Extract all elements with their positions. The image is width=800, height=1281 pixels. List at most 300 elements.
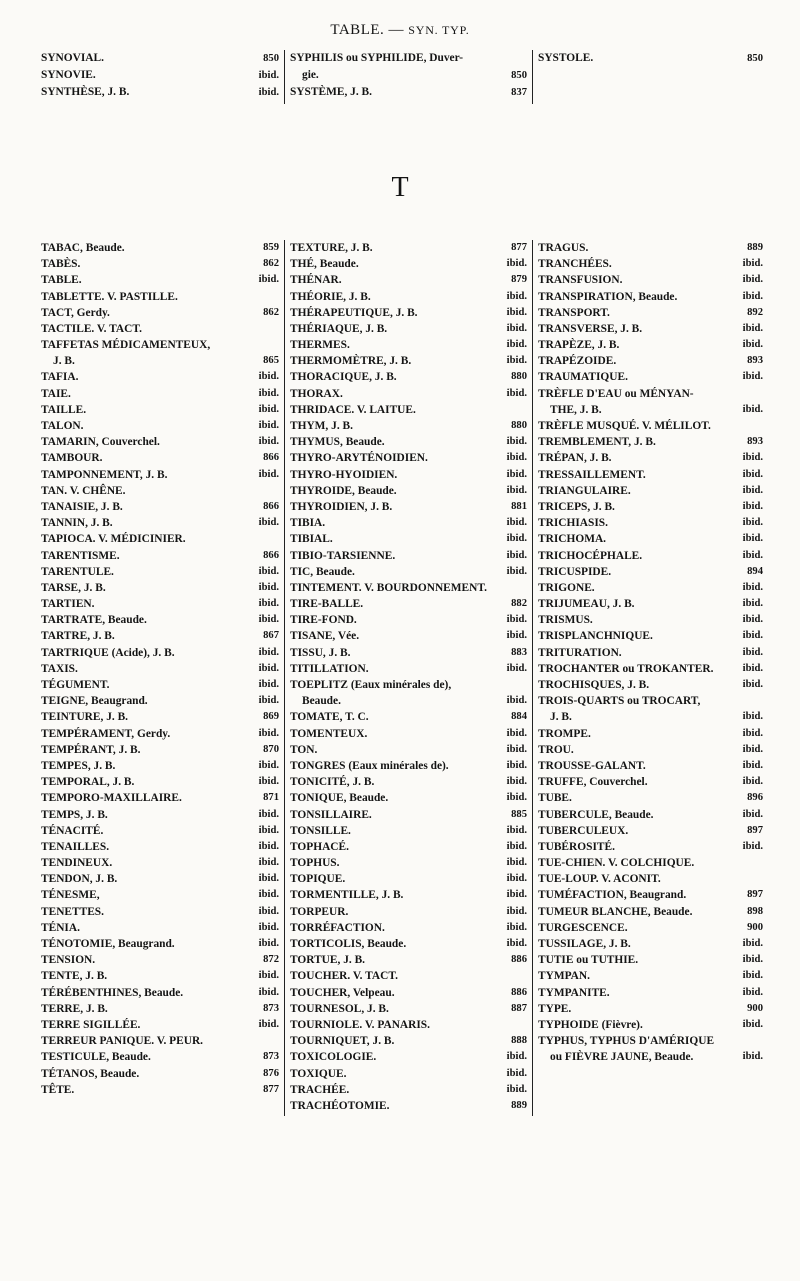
- entry-term: TÉNIA.: [41, 921, 80, 934]
- top-column-1: [36, 50, 284, 104]
- entry-page: ibid.: [506, 468, 527, 480]
- entry-term: THORACIQUE, J. B.: [290, 371, 397, 384]
- entry-term: TARENTISME.: [41, 549, 120, 562]
- entry-term: THÉRIAQUE, J. B.: [290, 322, 388, 335]
- entry-page: 896: [747, 792, 763, 804]
- entry-page: ibid.: [506, 306, 527, 318]
- entry-term: TRANCHÉES.: [538, 258, 612, 271]
- entry-page: 873: [263, 1002, 279, 1014]
- entry-page: ibid.: [506, 258, 527, 270]
- index-entry: [290, 467, 527, 483]
- index-entry: [290, 677, 527, 693]
- entry-page: ibid.: [742, 614, 763, 626]
- index-entry: [290, 50, 527, 67]
- entry-term: TRACHÉOTOMIE.: [290, 1099, 390, 1112]
- entry-term: ou FIÈVRE JAUNE, Beaude.: [550, 1051, 694, 1064]
- entry-term: TÉNESME,: [41, 889, 100, 902]
- entry-page: ibid.: [258, 776, 279, 788]
- index-entry: [41, 968, 279, 984]
- index-entry: [41, 272, 279, 288]
- entry-page: ibid.: [258, 759, 279, 771]
- entry-term: TUMEUR BLANCHE, Beaude.: [538, 905, 693, 918]
- index-entry: [538, 661, 763, 677]
- entry-term: TORTICOLIS, Beaude.: [290, 938, 407, 951]
- index-entry: [41, 936, 279, 952]
- main-column-3: [532, 240, 768, 1116]
- index-entry: [41, 289, 279, 305]
- index-entry: [538, 337, 763, 353]
- entry-term: TOURNESOL, J. B.: [290, 1002, 389, 1015]
- entry-page: ibid.: [506, 484, 527, 496]
- index-entry: [290, 418, 527, 434]
- entry-term: TÉNOTOMIE, Beaugrand.: [41, 938, 175, 951]
- entry-term: TAMPONNEMENT, J. B.: [41, 468, 168, 481]
- entry-term: TONSILLAIRE.: [290, 808, 372, 821]
- index-entry: [538, 888, 763, 904]
- entry-page: 888: [511, 1035, 527, 1047]
- entry-term: SYSTOLE.: [538, 52, 594, 64]
- entry-term: TYPE.: [538, 1002, 572, 1015]
- entry-page: 872: [263, 954, 279, 966]
- entry-page: ibid.: [258, 840, 279, 852]
- index-entry: [41, 839, 279, 855]
- entry-term: TAPIOCA. V. MÉDICINIER.: [41, 533, 186, 546]
- index-entry: [41, 1033, 279, 1049]
- entry-page: 893: [747, 436, 763, 448]
- entry-term: TRUFFE, Couverchel.: [538, 776, 648, 789]
- index-entry: [538, 1017, 763, 1033]
- entry-term: TOURNIOLE. V. PANARIS.: [290, 1018, 430, 1031]
- entry-page: ibid.: [742, 759, 763, 771]
- entry-page: ibid.: [506, 549, 527, 561]
- entry-term: TENTE, J. B.: [41, 970, 108, 983]
- entry-page: 869: [263, 711, 279, 723]
- index-entry: [41, 904, 279, 920]
- entry-term: TOXICOLOGIE.: [290, 1051, 377, 1064]
- index-entry: [290, 839, 527, 855]
- index-entry: [538, 629, 763, 645]
- entry-term: THRIDACE. V. LAITUE.: [290, 403, 416, 416]
- index-entry: [41, 337, 279, 353]
- entry-page: ibid.: [506, 776, 527, 788]
- entry-term: TYPHUS, TYPHUS D'AMÉRIQUE: [538, 1035, 715, 1048]
- entry-page: 900: [747, 1002, 763, 1014]
- index-entry: [290, 968, 527, 984]
- entry-term: TACTILE. V. TACT.: [41, 322, 142, 335]
- entry-term: TOXIQUE.: [290, 1067, 347, 1080]
- index-entry: [290, 1082, 527, 1098]
- entry-page: ibid.: [506, 695, 527, 707]
- index-entry: [538, 50, 763, 67]
- index-entry: [290, 774, 527, 790]
- entry-page: ibid.: [258, 646, 279, 658]
- entry-term: TABLE.: [41, 274, 82, 287]
- entry-term: TROCHANTER ou TROKANTER.: [538, 662, 714, 675]
- entry-page: 862: [263, 306, 279, 318]
- entry-page: 866: [263, 500, 279, 512]
- main-column-2: [284, 240, 532, 1116]
- index-entry: [41, 67, 279, 84]
- entry-page: 871: [263, 792, 279, 804]
- entry-term: TOPIQUE.: [290, 873, 346, 886]
- entry-term: TOUCHER, Velpeau.: [290, 986, 395, 999]
- entry-page: ibid.: [506, 840, 527, 852]
- entry-term: THÉRAPEUTIQUE, J. B.: [290, 306, 418, 319]
- entry-page: 894: [747, 565, 763, 577]
- entry-term: TOMENTEUX.: [290, 727, 368, 740]
- index-entry: [290, 871, 527, 887]
- entry-term: TIBIO-TARSIENNE.: [290, 549, 396, 562]
- index-entry: [41, 774, 279, 790]
- entry-page: ibid.: [742, 258, 763, 270]
- entry-term: TRICHOMA.: [538, 533, 607, 546]
- index-entry: [41, 84, 279, 101]
- index-entry: [538, 709, 763, 725]
- entry-term: TRANSVERSE, J. B.: [538, 322, 643, 335]
- entry-term: TRIJUMEAU, J. B.: [538, 598, 635, 611]
- entry-term: TÉGUMENT.: [41, 679, 110, 692]
- entry-term: TEIGNE, Beaugrand.: [41, 695, 148, 708]
- entry-page: ibid.: [506, 533, 527, 545]
- index-entry: [538, 256, 763, 272]
- index-entry: [290, 305, 527, 321]
- entry-page: ibid.: [506, 565, 527, 577]
- entry-term: TABÈS.: [41, 258, 81, 271]
- entry-page: ibid.: [506, 662, 527, 674]
- entry-term: THERMES.: [290, 339, 350, 352]
- index-entry: [41, 50, 279, 67]
- entry-page: 882: [511, 598, 527, 610]
- entry-page: ibid.: [506, 630, 527, 642]
- entry-term: TENSION.: [41, 954, 96, 967]
- index-entry: [290, 952, 527, 968]
- index-entry: [41, 499, 279, 515]
- entry-term: TISANE, Vée.: [290, 630, 360, 643]
- entry-term: TUE-LOUP. V. ACONIT.: [538, 873, 661, 886]
- entry-term: THÉNAR.: [290, 274, 342, 287]
- entry-page: ibid.: [742, 403, 763, 415]
- entry-page: ibid.: [742, 711, 763, 723]
- index-entry: [290, 386, 527, 402]
- entry-term: TARTRATE, Beaude.: [41, 614, 147, 627]
- entry-page: ibid.: [742, 452, 763, 464]
- entry-term: THYROIDIEN, J. B.: [290, 500, 393, 513]
- entry-page: ibid.: [742, 290, 763, 302]
- top-index-section: [36, 50, 768, 104]
- entry-term: TÉRÉBENTHINES, Beaude.: [41, 986, 184, 999]
- index-entry: [290, 434, 527, 450]
- index-entry: [538, 580, 763, 596]
- entry-term: TUSSILAGE, J. B.: [538, 938, 631, 951]
- entry-term: TUBE.: [538, 792, 572, 805]
- entry-term: TANNIN, J. B.: [41, 517, 113, 530]
- entry-page: 870: [263, 743, 279, 755]
- entry-term: TAMARIN, Couverchel.: [41, 436, 160, 449]
- entry-term: THERMOMÈTRE, J. B.: [290, 355, 412, 368]
- entry-term: TARENTULE.: [41, 565, 114, 578]
- entry-page: ibid.: [742, 630, 763, 642]
- entry-term: SYPHILIS ou SYPHILIDE, Duver-: [290, 52, 464, 64]
- index-entry: [290, 548, 527, 564]
- entry-page: ibid.: [506, 938, 527, 950]
- index-entry: [41, 483, 279, 499]
- index-entry: [538, 289, 763, 305]
- entry-term: THE, J. B.: [550, 403, 602, 416]
- entry-page: ibid.: [506, 743, 527, 755]
- entry-page: ibid.: [742, 662, 763, 674]
- entry-page: 893: [747, 355, 763, 367]
- entry-page: ibid.: [258, 938, 279, 950]
- entry-term: TISSU, J. B.: [290, 646, 351, 659]
- entry-term: TONIQUE, Beaude.: [290, 792, 389, 805]
- entry-page: 886: [511, 954, 527, 966]
- entry-page: ibid.: [742, 500, 763, 512]
- index-entry: [41, 418, 279, 434]
- entry-page: ibid.: [506, 905, 527, 917]
- index-entry: [538, 499, 763, 515]
- entry-page: 881: [511, 500, 527, 512]
- entry-term: TEMPORAL, J. B.: [41, 776, 135, 789]
- entry-page: ibid.: [258, 274, 279, 286]
- entry-term: THÉORIE, J. B.: [290, 290, 371, 303]
- entry-term: J. B.: [550, 711, 572, 724]
- entry-page: 887: [511, 1002, 527, 1014]
- index-entry: [290, 742, 527, 758]
- index-entry: [41, 952, 279, 968]
- entry-page: ibid.: [258, 873, 279, 885]
- index-entry: [290, 612, 527, 628]
- entry-term: TOPHACÉ.: [290, 840, 349, 853]
- entry-term: TAFIA.: [41, 371, 79, 384]
- entry-page: ibid.: [742, 776, 763, 788]
- entry-term: TROIS-QUARTS ou TROCART,: [538, 695, 701, 708]
- index-entry: [290, 790, 527, 806]
- entry-term: TENDINEUX.: [41, 857, 113, 870]
- index-entry: [538, 920, 763, 936]
- index-entry: [290, 515, 527, 531]
- index-entry: [538, 531, 763, 547]
- index-entry: [41, 1082, 279, 1098]
- index-entry: [41, 612, 279, 628]
- index-entry: [538, 1049, 763, 1065]
- entry-term: TREMBLEMENT, J. B.: [538, 436, 656, 449]
- entry-term: TABLETTE. V. PASTILLE.: [41, 290, 178, 303]
- entry-term: TROUSSE-GALANT.: [538, 759, 646, 772]
- entry-term: TOUCHER. V. TACT.: [290, 970, 398, 983]
- entry-term: TIRE-FOND.: [290, 614, 357, 627]
- entry-page: 866: [263, 549, 279, 561]
- entry-page: ibid.: [742, 598, 763, 610]
- entry-page: ibid.: [742, 484, 763, 496]
- entry-term: TEMPORO-MAXILLAIRE.: [41, 792, 182, 805]
- entry-term: TROCHISQUES, J. B.: [538, 679, 650, 692]
- entry-page: 866: [263, 452, 279, 464]
- entry-term: TONICITÉ, J. B.: [290, 776, 375, 789]
- index-entry: [290, 483, 527, 499]
- entry-term: TEMPÉRAMENT, Gerdy.: [41, 727, 171, 740]
- entry-page: 897: [747, 889, 763, 901]
- index-entry: [41, 402, 279, 418]
- entry-page: ibid.: [506, 1051, 527, 1063]
- entry-term: TONSILLE.: [290, 824, 351, 837]
- index-entry: [41, 709, 279, 725]
- index-entry: [538, 726, 763, 742]
- entry-page: ibid.: [506, 759, 527, 771]
- index-entry: [538, 1001, 763, 1017]
- entry-term: TORTUE, J. B.: [290, 954, 366, 967]
- entry-term: TARTRIQUE (Acide), J. B.: [41, 646, 175, 659]
- index-entry: [538, 645, 763, 661]
- index-entry: [41, 580, 279, 596]
- entry-term: TOPHUS.: [290, 857, 340, 870]
- entry-page: ibid.: [742, 1051, 763, 1063]
- entry-page: ibid.: [258, 905, 279, 917]
- entry-page: ibid.: [258, 1018, 279, 1030]
- entry-term: TACT, Gerdy.: [41, 306, 110, 319]
- page-header: [0, 22, 800, 39]
- entry-term: TRESSAILLEMENT.: [538, 468, 646, 481]
- index-entry: [290, 823, 527, 839]
- entry-page: 837: [511, 87, 527, 98]
- entry-page: 867: [263, 630, 279, 642]
- entry-term: TÉNACITÉ.: [41, 824, 104, 837]
- index-entry: [290, 564, 527, 580]
- entry-page: ibid.: [506, 290, 527, 302]
- index-entry: [41, 629, 279, 645]
- entry-term: TAIE.: [41, 387, 71, 400]
- entry-page: ibid.: [258, 727, 279, 739]
- entry-page: ibid.: [258, 371, 279, 383]
- index-entry: [538, 855, 763, 871]
- index-entry: [290, 1098, 527, 1114]
- index-entry: [41, 434, 279, 450]
- entry-page: ibid.: [506, 452, 527, 464]
- entry-page: 862: [263, 258, 279, 270]
- index-entry: [41, 564, 279, 580]
- entry-page: 880: [511, 420, 527, 432]
- entry-page: ibid.: [742, 581, 763, 593]
- entry-term: THYROIDE, Beaude.: [290, 484, 397, 497]
- index-entry: [538, 515, 763, 531]
- entry-term: TRAPÈZE, J. B.: [538, 339, 620, 352]
- index-entry: [290, 855, 527, 871]
- index-entry: [538, 467, 763, 483]
- index-entry: [290, 321, 527, 337]
- index-entry: [290, 920, 527, 936]
- index-entry: [538, 564, 763, 580]
- entry-term: TENAILLES.: [41, 840, 110, 853]
- index-entry: [538, 305, 763, 321]
- entry-page: ibid.: [506, 792, 527, 804]
- entry-term: TABAC, Beaude.: [41, 241, 125, 254]
- index-entry: [290, 936, 527, 952]
- entry-page: ibid.: [506, 436, 527, 448]
- entry-term: TARTRE, J. B.: [41, 630, 115, 643]
- index-entry: [538, 321, 763, 337]
- index-entry: [538, 418, 763, 434]
- entry-page: ibid.: [742, 549, 763, 561]
- index-entry: [41, 548, 279, 564]
- entry-page: ibid.: [258, 679, 279, 691]
- entry-page: 889: [511, 1099, 527, 1111]
- index-entry: [290, 758, 527, 774]
- entry-page: ibid.: [742, 322, 763, 334]
- index-entry: [290, 693, 527, 709]
- entry-term: TENETTES.: [41, 905, 104, 918]
- index-entry: [538, 904, 763, 920]
- entry-term: TENDON, J. B.: [41, 873, 118, 886]
- index-entry: [538, 790, 763, 806]
- main-column-1: [36, 240, 284, 1116]
- entry-term: THORAX.: [290, 387, 343, 400]
- index-entry: [538, 612, 763, 628]
- entry-term: THYMUS, Beaude.: [290, 436, 385, 449]
- entry-page: ibid.: [258, 808, 279, 820]
- entry-page: ibid.: [742, 339, 763, 351]
- entry-page: ibid.: [258, 565, 279, 577]
- index-entry: [41, 888, 279, 904]
- index-entry: [41, 1001, 279, 1017]
- main-index-section: [36, 240, 768, 1116]
- entry-page: 873: [263, 1051, 279, 1063]
- entry-term: TORMENTILLE, J. B.: [290, 889, 404, 902]
- index-entry: [538, 693, 763, 709]
- entry-term: TARSE, J. B.: [41, 581, 106, 594]
- index-entry: [538, 434, 763, 450]
- index-entry: [41, 855, 279, 871]
- index-entry: [290, 661, 527, 677]
- entry-term: TALON.: [41, 420, 84, 433]
- index-entry: [290, 240, 527, 256]
- index-entry: [41, 790, 279, 806]
- entry-page: ibid.: [258, 970, 279, 982]
- index-entry: [538, 677, 763, 693]
- index-entry: [538, 353, 763, 369]
- index-entry: [41, 677, 279, 693]
- index-entry: [538, 483, 763, 499]
- entry-page: 850: [263, 53, 279, 64]
- entry-page: ibid.: [506, 322, 527, 334]
- entry-term: TARTIEN.: [41, 598, 95, 611]
- entry-term: SYNOVIAL.: [41, 52, 104, 64]
- index-entry: [290, 256, 527, 272]
- index-entry: [290, 1049, 527, 1065]
- entry-term: gie.: [302, 69, 319, 81]
- entry-term: TOMATE, T. C.: [290, 711, 369, 724]
- entry-page: ibid.: [258, 517, 279, 529]
- entry-page: ibid.: [258, 581, 279, 593]
- entry-page: ibid.: [742, 954, 763, 966]
- index-entry: [538, 596, 763, 612]
- index-entry: [290, 904, 527, 920]
- entry-term: TORPEUR.: [290, 905, 349, 918]
- entry-term: TERRE, J. B.: [41, 1002, 108, 1015]
- entry-page: ibid.: [742, 986, 763, 998]
- entry-page: 879: [511, 274, 527, 286]
- entry-term: TURGESCENCE.: [538, 921, 628, 934]
- entry-page: ibid.: [258, 436, 279, 448]
- entry-page: ibid.: [742, 808, 763, 820]
- index-entry: [538, 807, 763, 823]
- entry-term: TRIANGULAIRE.: [538, 484, 631, 497]
- entry-page: ibid.: [506, 857, 527, 869]
- index-entry: [290, 807, 527, 823]
- entry-page: ibid.: [258, 387, 279, 399]
- index-entry: [538, 370, 763, 386]
- index-entry: [538, 952, 763, 968]
- entry-term: TRANSFUSION.: [538, 274, 623, 287]
- index-entry: [538, 839, 763, 855]
